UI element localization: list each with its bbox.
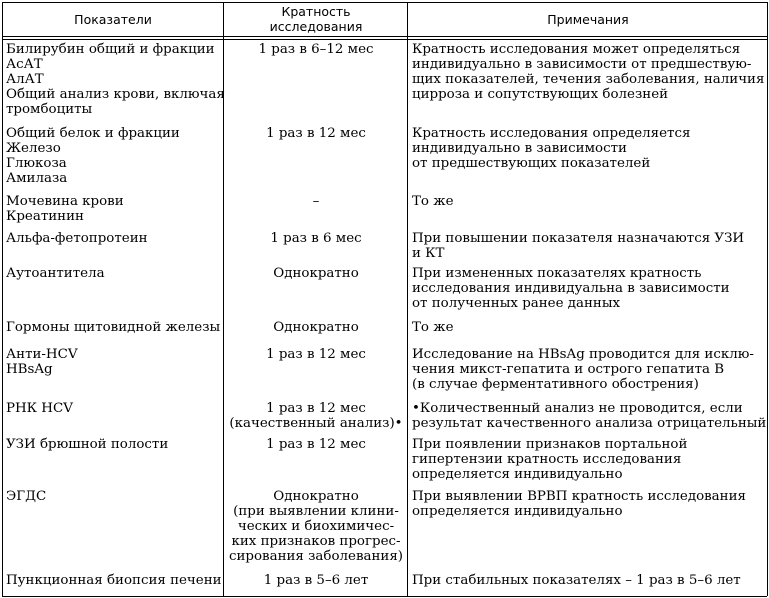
- table-rule-vertical: [2, 2, 3, 596]
- indicator-cell-line: УЗИ брюшной полости: [6, 437, 169, 452]
- frequency-cell-line: Однократно: [273, 320, 359, 335]
- indicator-cell-line: Креатинин: [6, 209, 84, 224]
- indicator-cell: [6, 437, 220, 452]
- notes-cell-line: и КТ: [412, 246, 445, 261]
- indicator-cell-line: АсАТ: [6, 57, 43, 72]
- indicator-cell-line: Железо: [6, 141, 61, 156]
- table-rule-vertical: [407, 2, 408, 596]
- indicator-cell-line: Билирубин общий и фракции: [6, 42, 215, 57]
- notes-cell-line: индивидуально в зависимости: [412, 141, 627, 156]
- frequency-cell: [228, 347, 404, 362]
- frequency-cell: [228, 437, 404, 452]
- frequency-cell-line: 1 раз в 12 мес: [266, 437, 366, 452]
- frequency-cell-line: Однократно: [273, 266, 359, 281]
- frequency-cell-line: 1 раз в 12 мес: [266, 401, 366, 416]
- notes-cell-line: При выявлении ВРВП кратность исследования: [412, 489, 746, 504]
- indicator-cell-line: АлАТ: [6, 72, 44, 87]
- frequency-cell-line: ких признаков прогрес-: [231, 534, 401, 549]
- indicator-cell-line: ЭГДС: [6, 489, 47, 504]
- notes-cell-line: индивидуально в зависимости от предшествую-: [412, 57, 752, 72]
- notes-cell: [412, 194, 764, 209]
- frequency-cell: [228, 489, 404, 564]
- indicator-cell-line: Мочевина крови: [6, 194, 124, 209]
- frequency-cell: [228, 266, 404, 281]
- indicator-cell-line: Пункционная биопсия печени: [6, 573, 222, 588]
- notes-cell-line: результат качественного анализа отрицательный: [412, 416, 767, 431]
- frequency-cell: [228, 231, 404, 246]
- header-notes: [412, 12, 764, 27]
- notes-cell: [412, 231, 764, 261]
- frequency-cell-line: ческих и биохимичес-: [237, 519, 395, 534]
- indicator-cell-line: Альфа-фетопротеин: [6, 231, 148, 246]
- header-frequency: [228, 4, 404, 34]
- notes-cell: [412, 347, 764, 392]
- frequency-cell-line: 1 раз в 6 мес: [270, 231, 362, 246]
- indicator-cell-line: РНК HCV: [6, 401, 73, 416]
- notes-cell-line: чения микст-гепатита и острого гепатита В: [412, 362, 725, 377]
- indicator-cell: [6, 320, 220, 335]
- indicator-cell-line: Аутоантитела: [6, 266, 105, 281]
- header-indicators: [6, 12, 220, 27]
- indicator-cell: [6, 573, 220, 588]
- notes-cell: [412, 401, 767, 431]
- header-indicators-line: Показатели: [74, 12, 152, 27]
- table-rule-vertical: [767, 2, 768, 596]
- notes-cell-line: При появлении признаков портальной: [412, 437, 688, 452]
- frequency-cell-line: 1 раз в 5–6 лет: [263, 573, 369, 588]
- notes-cell-line: Кратность исследования определяется: [412, 126, 691, 141]
- table-rule-horizontal: [2, 596, 767, 597]
- header-notes-line: Примечания: [547, 12, 629, 27]
- table-rule-horizontal: [2, 39, 767, 40]
- table-rule-horizontal: [2, 2, 767, 3]
- indicator-cell-line: Общий анализ крови, включая: [6, 87, 225, 102]
- frequency-cell: [228, 194, 404, 209]
- notes-cell: [412, 320, 764, 335]
- frequency-cell: [228, 126, 404, 141]
- indicator-cell: [6, 401, 220, 416]
- indicator-cell: [6, 194, 220, 224]
- notes-cell-line: Исследование на HBsAg проводится для исклю-: [412, 347, 754, 362]
- frequency-cell-line: 1 раз в 6–12 мес: [258, 42, 374, 57]
- notes-cell: [412, 573, 764, 588]
- notes-cell: [412, 126, 764, 171]
- indicator-cell-line: Гормоны щитовидной железы: [6, 320, 221, 335]
- notes-cell-line: определяется индивидуально: [412, 467, 623, 482]
- notes-cell-line: Кратность исследования может определяться: [412, 42, 741, 57]
- frequency-cell: [228, 320, 404, 335]
- frequency-cell-line: –: [312, 194, 320, 209]
- indicator-cell-line: Анти-HCV: [6, 347, 78, 362]
- frequency-cell-line: 1 раз в 12 мес: [266, 126, 366, 141]
- notes-cell: [412, 266, 764, 311]
- header-frequency-line: Кратность: [281, 4, 351, 19]
- notes-cell-line: •Количественный анализ не проводится, если: [412, 401, 743, 416]
- header-frequency-line: исследования: [269, 19, 363, 34]
- notes-cell-line: (в случае ферментативного обострения): [412, 377, 699, 392]
- notes-cell-line: При стабильных показателях – 1 раз в 5–6 лет: [412, 573, 741, 588]
- notes-cell-line: При повышении показателя назначаются УЗИ: [412, 231, 745, 246]
- indicator-cell: [6, 231, 220, 246]
- frequency-cell-line: 1 раз в 12 мес: [266, 347, 366, 362]
- notes-cell-line: от полученных ранее данных: [412, 296, 621, 311]
- indicator-cell-line: Глюкоза: [6, 156, 67, 171]
- frequency-cell: [228, 401, 404, 431]
- notes-cell-line: гипертензии кратность исследования: [412, 452, 682, 467]
- indicator-cell: [6, 42, 225, 117]
- notes-cell-line: цирроза и сопутствующих болезней: [412, 87, 669, 102]
- frequency-cell: [228, 573, 404, 588]
- notes-cell-line: от предшествующих показателей: [412, 156, 651, 171]
- notes-cell: [412, 489, 764, 519]
- indicator-cell: [6, 266, 220, 281]
- frequency-cell-line: (качественный анализ)•: [229, 416, 403, 431]
- notes-cell-line: При измененных показателях кратность: [412, 266, 702, 281]
- notes-cell: [412, 42, 764, 102]
- notes-cell-line: щих показателей, течения заболевания, наличия: [412, 72, 765, 87]
- indicator-cell-line: тромбоциты: [6, 102, 93, 117]
- frequency-cell-line: Однократно: [273, 489, 359, 504]
- indicator-cell-line: Амилаза: [6, 171, 68, 186]
- indicator-cell-line: Общий белок и фракции: [6, 126, 180, 141]
- notes-cell-line: определяется индивидуально: [412, 504, 623, 519]
- indicator-cell: [6, 489, 220, 504]
- indicator-cell: [6, 347, 220, 377]
- table-rule-horizontal: [2, 36, 767, 37]
- frequency-cell: [228, 42, 404, 57]
- frequency-cell-line: (при выявлении клини-: [233, 504, 399, 519]
- indicator-cell-line: HBsAg: [6, 362, 53, 377]
- notes-cell-line: То же: [412, 320, 454, 335]
- notes-cell: [412, 437, 764, 482]
- notes-cell-line: То же: [412, 194, 454, 209]
- frequency-cell-line: сирования заболевания): [228, 549, 404, 564]
- notes-cell-line: исследования индивидуальна в зависимости: [412, 281, 730, 296]
- indicator-cell: [6, 126, 220, 186]
